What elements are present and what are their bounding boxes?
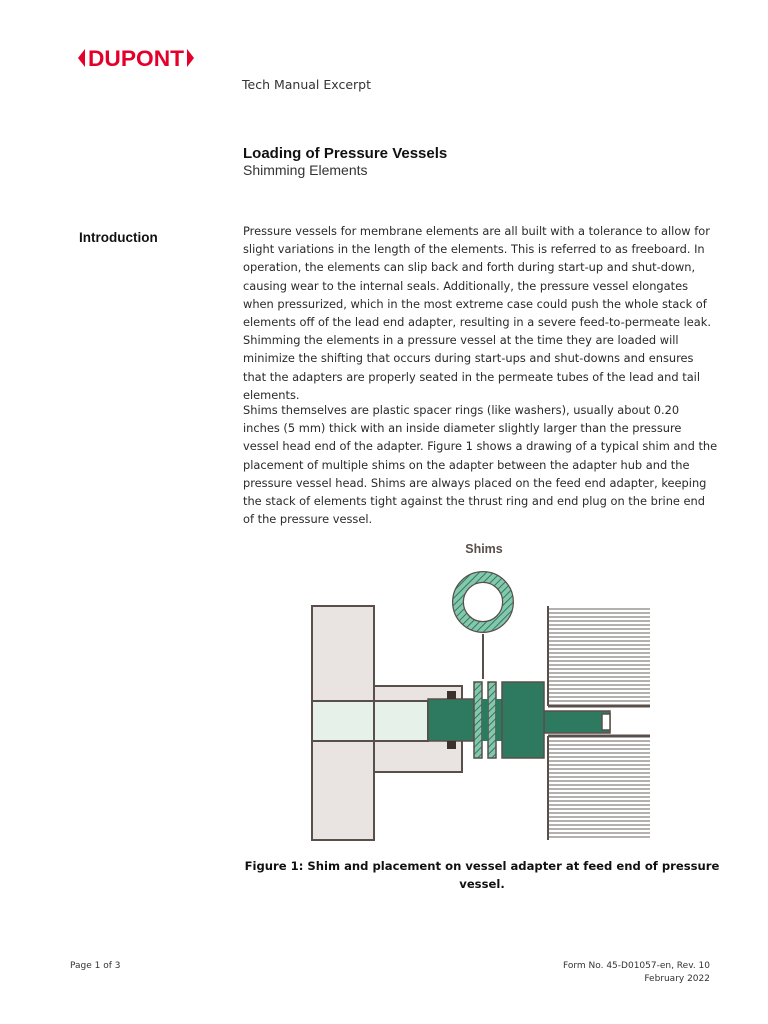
dupont-logo — [78, 42, 194, 74]
logo-text: DUPONT — [88, 46, 185, 71]
permeate-tube — [312, 701, 428, 741]
vessel-wall-lower — [548, 736, 650, 840]
shim-diagram — [310, 536, 654, 842]
footer-meta — [563, 960, 710, 985]
o-ring-bottom — [447, 741, 456, 749]
page-subtitle: Shimming Elements — [243, 162, 368, 178]
o-ring-top — [447, 691, 456, 699]
section-heading: Introduction — [79, 230, 158, 245]
body-paragraph-2: Shims themselves are plastic spacer rings (like washers), usually about 0.20 inches (5 mm) thick with an inside diameter slightly larger than the pressure vessel head end of the adapter. Figure 1 shows a drawing of a typical shim and the placement of multiple shims on the adapter between the adapter hub and the pressure vessel head. Shims are always placed on the feed end adapter, keeping the stack of elements tight against the thrust ring and end plug on the brine end of the pressure vessel. — [243, 403, 718, 527]
adapter-pipe — [544, 711, 610, 733]
vessel-wall-upper — [548, 606, 650, 706]
body-paragraph-1: Pressure vessels for membrane elements are all built with a tolerance to allow for slight variations in the length of the elements. This is referred to as freeboard. In operation, the elements can slip back and forth during start-up and shut-down, causing wear to the internal seals. Additionally, the pressure vessel elongates when pressurized, which in the most extreme case could push the whole stack of elements off of the lead end adapter, resulting in a severe feed-to-permeate leak. Shimming the elements in a pressure vessel at the time they are loaded will minimize the shifting that occurs during start-ups and shut-downs and ensures that the adapters are properly seated in the permeate tubes of the lead and tail elements. — [243, 224, 711, 402]
form-number: Form No. 45-D01057-en, Rev. 10 — [563, 961, 710, 971]
page-number: Page 1 of 3 — [70, 961, 121, 971]
page-title: Loading of Pressure Vessels — [243, 145, 448, 162]
footer-date: February 2022 — [644, 973, 710, 984]
shim-side-2 — [488, 682, 496, 758]
figure-label: Shims — [465, 542, 503, 556]
adapter — [428, 699, 474, 741]
excerpt-label: Tech Manual Excerpt — [242, 77, 371, 92]
figure-caption: Figure 1: Shim and placement on vessel adapter at feed end of pressure vessel. — [244, 859, 720, 891]
vessel-head — [502, 682, 544, 758]
shim-side-1 — [474, 682, 482, 758]
